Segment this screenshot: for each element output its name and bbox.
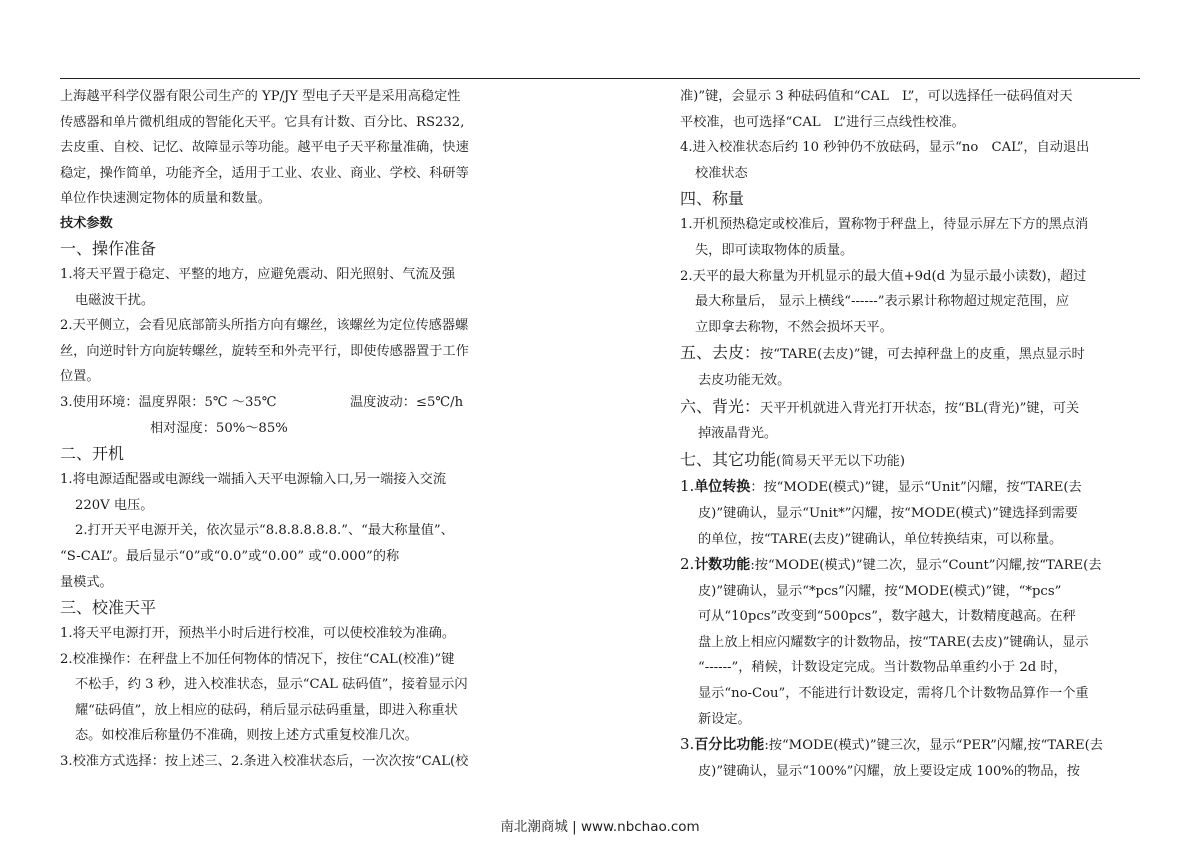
feature-counting: 2.计数功能:按“MODE(模式)”键二次，显示“Count”闪耀,按“TARE(去 皮)”键确认，显示“*pcs”闪耀，按“MODE(模式)”键，“*pcs” 可从“10pcs”改变到“500pcs”，数字越大，计数精度越高。在秤 盘上放上相应闪耀数字的计数物品，按“TARE(去皮)”键确认，显示 “------”，稍候，计数设定完成。当计数物品单重约小于 2d 时， 显示“no-Cou”，不能进行计数设定，需将几个计数物品算作一个重 新设定。 — [680, 555, 1102, 727]
s3-item-1: 1.将天平电源打开，预热半小时后进行校准，可以使校准较为准确。 — [60, 626, 456, 642]
temp-fluctuation: 温度波动：≤5℃/h — [350, 394, 464, 410]
s1-item-3 — [60, 390, 520, 441]
s4-item-2: 2.天平的最大称量为开机显示的最大值+9d(d 为显示最小读数)，超过 最大称量后， 显示上横线“------”表示累计称物超过规定范围，应 立即拿去称物，不然会损坏天平。 — [680, 268, 1087, 335]
s4-item-1: 1.开机预热稳定或校准后，置称物于秤盘上，待显示屏左下方的黑点消 失，即可读取物体的质量。 — [680, 217, 1089, 258]
section-5: 五、去皮：按“TARE(去皮)”键，可去掉秤盘上的皮重，黑点显示时 去皮功能无效。 — [680, 343, 1085, 388]
s1-item-1: 1.将天平置于稳定、平整的地方，应避免震动、阳光照射、气流及强 电磁波干扰。 — [60, 266, 456, 308]
feature-percentage: 3.百分比功能:按“MODE(模式)”键三次，显示“PER”闪耀,按“TARE(去 皮)”键确认，显示“100%”闪耀，放上要设定成 100%的物品，按 — [680, 735, 1103, 779]
intro-line: 传感器和单片微机组成的智能化天平。它具有计数、百分比、RS232, — [60, 114, 465, 130]
s2-item-1: 1.将电源适配器或电源线一端插入天平电源输入口,另一端接入交流 220V 电压。 — [60, 472, 447, 513]
tech-heading: 技术参数 — [60, 215, 113, 231]
intro-line: 上海越平科学仪器有限公司生产的 YP/JY 型电子天平是采用高稳定性 — [60, 89, 461, 104]
intro-line: 稳定，操作简单，功能齐全，适用于工业、农业、商业、学校、科研等 — [60, 165, 469, 181]
section-1-heading: 一、操作准备 — [60, 238, 157, 258]
footer-watermark: 南北潮商城 | www.nbchao.com — [500, 819, 700, 835]
s3-item-4: 4.进入校准状态后约 10 秒钟仍不放砝码，显示“no CAL”，自动退出 校准状态 — [680, 140, 1090, 181]
section-5-heading: 五、去皮： — [680, 343, 761, 363]
s2-item-2: 2.打开天平电源开关，依次显示“8.8.8.8.8.8.”、“最大称量值”、 “S-CAL”。最后显示“0”或“0.0”或“0.00” 或“0.000”的称 量模式。 — [60, 523, 454, 590]
temp-range: 3.使用环境：温度界限：5℃ ～35℃ — [60, 394, 277, 410]
section-2-heading: 二、开机 — [60, 444, 125, 464]
feature-title: 单位转换 — [694, 479, 751, 496]
section-4-heading: 四、称量 — [680, 189, 745, 209]
top-rule — [60, 78, 1140, 79]
section-7-note: (简易天平无以下功能) — [776, 453, 905, 469]
section-3-heading: 三、校准天平 — [60, 598, 157, 618]
section-6: 六、背光：天平开机就进入背光打开状态，按“BL(背光)”键，可关 掉液晶背光。 — [680, 396, 1080, 442]
feature-title: 百分比功能 — [694, 737, 765, 754]
s3-item-3-cont: 准)”键，会显示 3 种砝码值和“CAL L”，可以选择任一砝码值对天 平校准，也可选择“CAL L”进行三点线性校准。 — [680, 89, 1073, 130]
feature-unit-conversion: 1.单位转换：按“MODE(模式)”键，显示“Unit”闪耀，按“TARE(去 皮)”键确认，显示“Unit*”闪耀，按“MODE(模式)”键选择到需要 的单位，按“TARE(去皮)”键确认，单位转换结束，可以称量。 — [680, 477, 1082, 547]
s3-item-3: 3.校准方式选择：按上述三、2.条进入校准状态后，一次次按“CAL(校 — [60, 754, 469, 770]
feature-title: 计数功能 — [694, 557, 751, 574]
humidity: 相对湿度：50%～85% — [150, 420, 288, 436]
intro-line: 去皮重、自校、记忆、故障显示等功能。越平电子天平称量准确，快速 — [60, 140, 469, 156]
section-7-heading: 七、其它功能 — [680, 449, 777, 469]
s3-item-2: 2.校准操作：在秤盘上不加任何物体的情况下，按住“CAL(校准)”键 不松手，约 3 秒，进入校准状态，显示“CAL 砝码值”，接着显示闪 耀“砝码值”，放上相应的砝码，稍后显示砝码重量，即进入称重状 态。如校准后称量仍不准确，则按上述方式重复校准几次。 — [60, 651, 468, 744]
section-6-heading: 六、背光： — [680, 396, 761, 416]
section-7-heading-row — [680, 447, 1140, 475]
s1-item-2: 2.天平侧立，会看见底部箭头所指方向有螺丝，该螺丝为定位传感器螺 丝，向逆时针方向旋转螺丝，旋转至和外壳平行，即使传感器置于工作 位置。 — [60, 318, 469, 385]
left-column — [60, 84, 520, 775]
right-column — [680, 84, 1140, 784]
intro-line: 单位作快速测定物体的质量和数量。 — [60, 191, 271, 207]
